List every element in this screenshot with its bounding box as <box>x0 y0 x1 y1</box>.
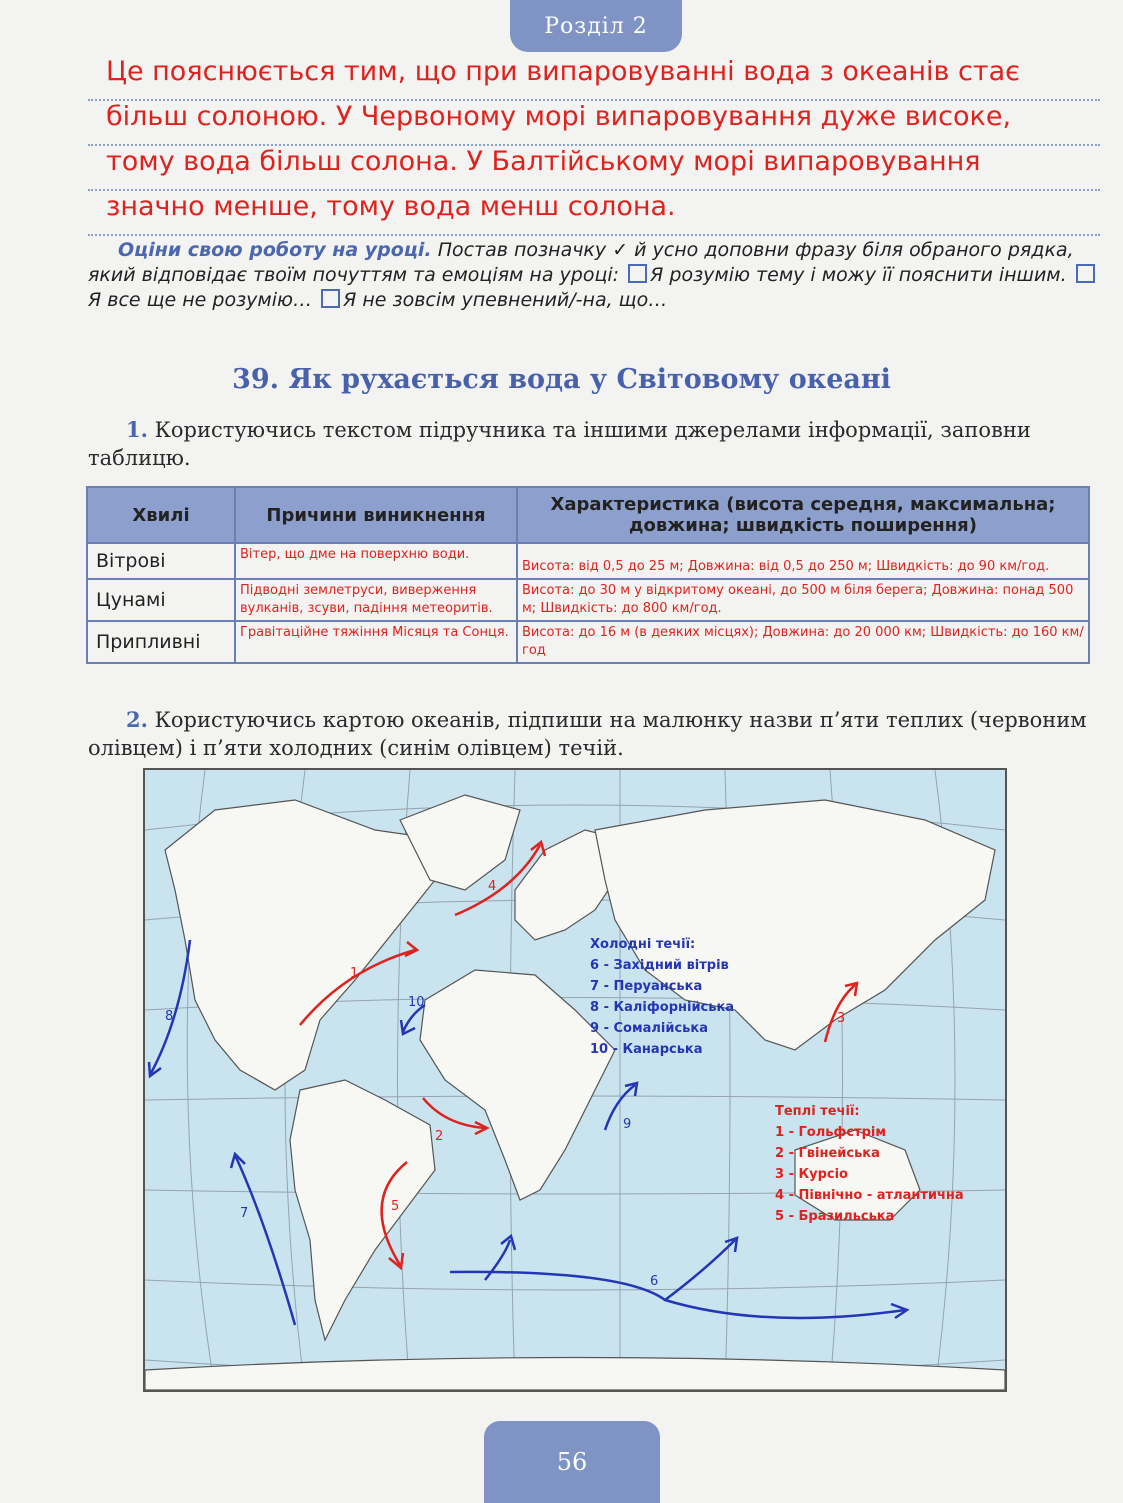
section-tab <box>510 0 682 52</box>
wave-cause: Гравітаційне тяжіння Місяця та Сонця. <box>235 621 517 663</box>
antarctica <box>145 1358 1005 1391</box>
task-number: 2. <box>126 707 148 732</box>
table-header: Характеристика (висота середня, максимальна; довжина; швидкість поширення) <box>517 487 1089 543</box>
legend-item: 5 - Бразильська <box>775 1209 895 1224</box>
current-number: 7 <box>240 1206 249 1221</box>
section-label: Розділ 2 <box>544 13 648 39</box>
checkbox-not-sure[interactable] <box>321 289 340 308</box>
answer-text: тому вода більш солона. У Балтійському морі випаровування <box>106 146 981 177</box>
wave-cause: Підводні землетруси, виверження вулканів, зсуви, падіння метеоритів. <box>235 579 517 621</box>
legend-title: Теплі течії: <box>775 1104 860 1119</box>
current-7 <box>235 1155 295 1325</box>
wave-characteristic: Висота: до 16 м (в деяких місцях); Довжина: до 20 000 км; Швидкість: до 160 км/год <box>517 621 1089 663</box>
current-number: 5 <box>391 1199 400 1214</box>
world-map <box>143 768 1007 1392</box>
task-1 <box>88 416 1098 472</box>
lesson-title: 39. Як рухається вода у Світовому океані <box>232 364 891 395</box>
wave-characteristic: Висота: від 0,5 до 25 м; Довжина: від 0,5 до 250 м; Швидкість: до 90 км/год. <box>517 543 1089 579</box>
table-header: Хвилі <box>87 487 235 543</box>
continents <box>145 795 1005 1390</box>
legend-title: Холодні течії: <box>590 937 696 952</box>
waves-table <box>86 486 1090 664</box>
self-evaluation <box>88 238 1098 313</box>
answer-line <box>88 146 1100 191</box>
south-america <box>290 1080 435 1340</box>
wave-name: Вітрові <box>87 543 235 579</box>
answer-text: Це пояснюється тим, що при випаровуванні вода з океанів стає <box>106 56 1020 87</box>
current-number: 4 <box>488 879 497 894</box>
option-understand: Я розумію тему і можу її пояснити іншим. <box>650 264 1067 286</box>
answer-line <box>88 56 1100 101</box>
current-number: 3 <box>837 1011 846 1026</box>
legend-item: 1 - Гольфстрім <box>775 1125 886 1140</box>
answer-text: значно менше, тому вода менш солона. <box>106 191 676 222</box>
checkbox-not-understand[interactable] <box>1076 264 1095 283</box>
north-america <box>165 800 445 1090</box>
page-number-label: 56 <box>556 1448 588 1476</box>
current-number: 10 <box>408 995 425 1010</box>
legend-item: 10 - Канарська <box>590 1042 703 1057</box>
table-row <box>87 543 1089 579</box>
task-number: 1. <box>126 417 148 442</box>
table-row <box>87 579 1089 621</box>
legend-item: 7 - Перуанська <box>590 979 703 994</box>
evaluation-instruction: Постав позначку ✓ й усно доповни фразу біля обраного рядка, який відповідає твоїм почуттям та емоціям на уроці: <box>88 239 1074 286</box>
africa <box>420 970 615 1200</box>
option-not-understand: Я все ще не розумію… <box>88 289 313 311</box>
current-number: 9 <box>623 1117 632 1132</box>
current-number: 2 <box>435 1129 444 1144</box>
legend-item: 8 - Каліфорнійська <box>590 1000 735 1015</box>
wave-name: Цунамі <box>87 579 235 621</box>
legend-item: 4 - Північно - атлантична <box>775 1188 964 1203</box>
page-number <box>484 1421 660 1503</box>
wave-name: Припливні <box>87 621 235 663</box>
table-header-row <box>87 487 1089 543</box>
legend-item: 3 - Курсіо <box>775 1167 848 1182</box>
task-2 <box>88 706 1098 762</box>
current-number: 8 <box>165 1009 174 1024</box>
table-header: Причини виникнення <box>235 487 517 543</box>
answer-line <box>88 101 1100 146</box>
answer-text: більш солоною. У Червоному морі випаровування дуже високе, <box>106 101 1012 132</box>
legend-item: 9 - Сомалійська <box>590 1021 708 1036</box>
answer-line <box>88 191 1100 236</box>
table-row <box>87 621 1089 663</box>
option-not-sure: Я не зовсім упевнений/-на, що… <box>343 289 668 311</box>
world-map-svg <box>145 770 1005 1390</box>
current-number: 6 <box>650 1274 659 1289</box>
evaluation-lead: Оціни свою роботу на уроці. <box>118 239 432 261</box>
checkbox-understand[interactable] <box>628 264 647 283</box>
task-text: Користуючись текстом підручника та іншими джерелами інформації, заповни таблицю. <box>88 418 1031 470</box>
legend-item: 6 - Західний вітрів <box>590 958 729 973</box>
current-number: 1 <box>350 966 359 981</box>
legend-item: 2 - Гвінейська <box>775 1146 880 1161</box>
wave-cause: Вітер, що дме на поверхню води. <box>235 543 517 579</box>
task-text: Користуючись картою океанів, підпиши на малюнку назви п’яти теплих (червоним олівцем) і п’яти холодних (синім олівцем) течій. <box>88 708 1087 760</box>
answer-block <box>88 56 1100 236</box>
wave-characteristic: Висота: до 30 м у відкритому океані, до 500 м біля берега; Довжина: понад 500 м; Швидкість: до 800 км/год. <box>517 579 1089 621</box>
